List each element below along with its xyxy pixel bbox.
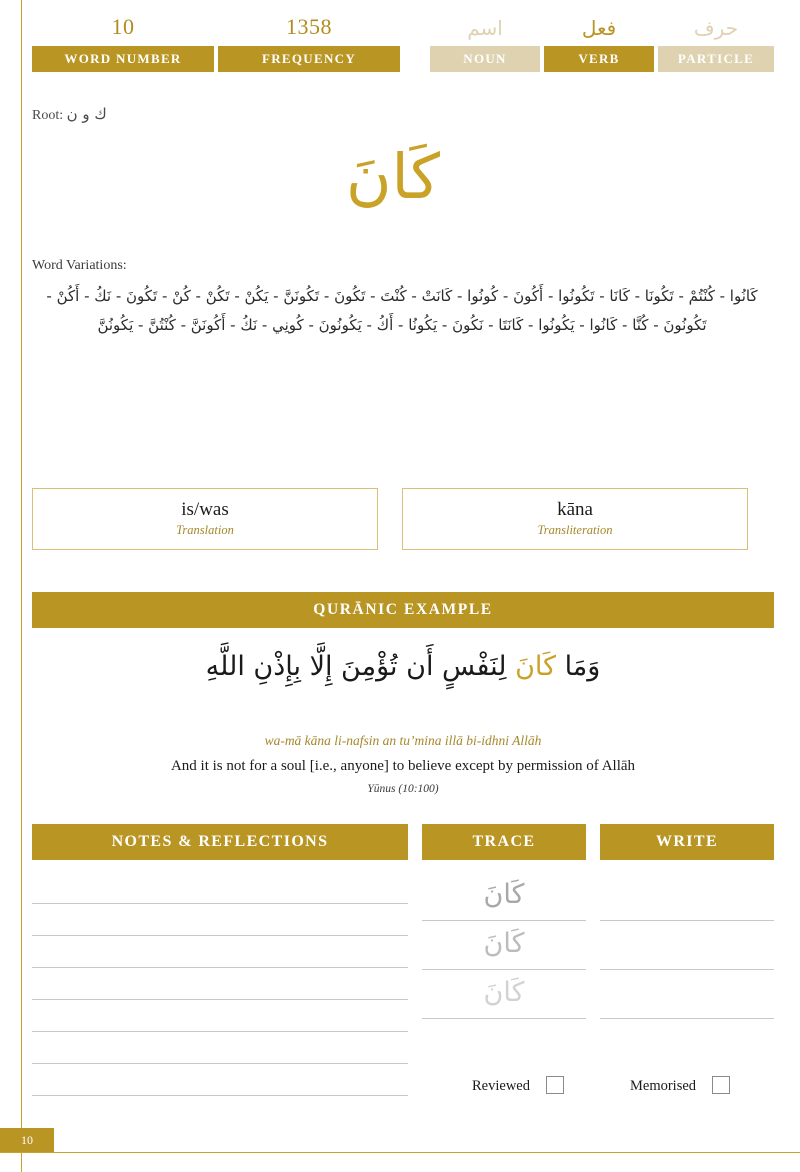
write-spacer	[600, 1019, 774, 1068]
progress-checkboxes	[422, 1076, 774, 1106]
notes-line[interactable]	[32, 1000, 408, 1032]
root-letters: ك و ن	[66, 105, 107, 123]
notes-line[interactable]	[32, 1032, 408, 1064]
frequency-label: FREQUENCY	[218, 46, 400, 72]
header-frequency	[218, 8, 400, 66]
header-word-number	[32, 8, 214, 66]
trace-line[interactable]: كَانَ	[422, 872, 586, 921]
page-number-tab: 10	[0, 1128, 54, 1152]
memorised-group[interactable]	[630, 1076, 730, 1095]
reviewed-group[interactable]	[472, 1076, 564, 1095]
notes-line[interactable]	[32, 904, 408, 936]
word-variations-title: Word Variations:	[32, 258, 127, 273]
write-section-header: WRITE	[600, 824, 774, 860]
notes-line[interactable]	[32, 872, 408, 904]
frequency-value: 1358	[286, 14, 332, 39]
ayah-before: وَمَا	[556, 651, 601, 682]
translation-value: is/was	[181, 499, 229, 520]
reviewed-checkbox[interactable]	[546, 1076, 564, 1094]
write-area[interactable]	[600, 872, 774, 1068]
noun-arabic-label: اسم	[467, 16, 503, 40]
write-line[interactable]	[600, 872, 774, 921]
header-row	[32, 8, 774, 78]
ayah-text	[32, 645, 774, 688]
write-line[interactable]	[600, 921, 774, 970]
page-content	[22, 0, 800, 1172]
notes-line[interactable]	[32, 968, 408, 1000]
notes-writing-area[interactable]	[32, 872, 408, 1096]
notes-line[interactable]	[32, 936, 408, 968]
trace-area[interactable]	[422, 872, 586, 1068]
reviewed-label: Reviewed	[472, 1078, 530, 1094]
ayah-highlighted-word: كَانَ	[515, 651, 556, 682]
write-line[interactable]	[600, 970, 774, 1019]
translation-caption: Translation	[176, 523, 234, 537]
transliteration-box	[402, 488, 748, 550]
notes-line[interactable]	[32, 1064, 408, 1096]
header-verb-category[interactable]	[544, 8, 654, 66]
transliteration-caption: Transliteration	[537, 523, 613, 537]
verb-arabic-label: فعل	[581, 16, 617, 40]
particle-label: PARTICLE	[658, 46, 774, 72]
trace-line[interactable]: كَانَ	[422, 970, 586, 1019]
ayah-transliteration: wa-mā kāna li-nafsin an tu’mina illā bi-idhni Allāh	[264, 733, 542, 748]
trace-section-header: TRACE	[422, 824, 586, 860]
notes-section-header: NOTES & REFLECTIONS	[32, 824, 408, 860]
page-left-margin-bar	[0, 0, 22, 1172]
memorised-checkbox[interactable]	[712, 1076, 730, 1094]
root-label: Root:	[32, 108, 64, 123]
memorised-label: Memorised	[630, 1078, 697, 1094]
footer-divider	[0, 1152, 800, 1153]
quranic-example-header: QURĀNIC EXAMPLE	[32, 592, 774, 628]
particle-arabic-label: حرف	[693, 16, 739, 40]
trace-line[interactable]: كَانَ	[422, 921, 586, 970]
translation-box	[32, 488, 378, 550]
word-variations-text: كَانُوا - كُنْتُمْ - تَكُونَا - كَانَا - تَكُونُوا - أَكُونَ - كُونُوا - كَانَتْ - كُنْتَ - تَكُونَ - تَكُونَنَّ - يَكُنْ - تَكُنْ - كُنْ - تَكُونَ - نَكُ - أَكُنْ - تَكُونُونَ - كُنَّا - كَانُوا - يَكُونُوا - كَانَتَا - نَكُونَ - يَكُونُا - أَكُ - يَكُونُونَ - كُونِي - نَكُ - أَكُونَنَّ - كُنْتُنَّ - يَكُونُنَّ	[46, 287, 758, 335]
headword-arabic: كَانَ	[346, 140, 440, 213]
ayah-meaning: And it is not for a soul [i.e., anyone] to believe except by permission of Allāh	[170, 758, 636, 774]
word-number-label: WORD NUMBER	[32, 46, 214, 72]
trace-spacer	[422, 1019, 586, 1068]
transliteration-value: kāna	[557, 499, 593, 520]
header-particle-category[interactable]	[658, 8, 774, 66]
ayah-reference: Yūnus (10:100)	[367, 783, 439, 795]
root-line	[32, 105, 107, 124]
word-number-value: 10	[111, 14, 135, 39]
noun-label: NOUN	[430, 46, 540, 72]
ayah-after: لِنَفْسٍ أَن تُؤْمِنَ إِلَّا بِإِذْنِ اللَّهِ	[205, 651, 516, 682]
verb-label: VERB	[544, 46, 654, 72]
header-noun-category[interactable]	[430, 8, 540, 66]
